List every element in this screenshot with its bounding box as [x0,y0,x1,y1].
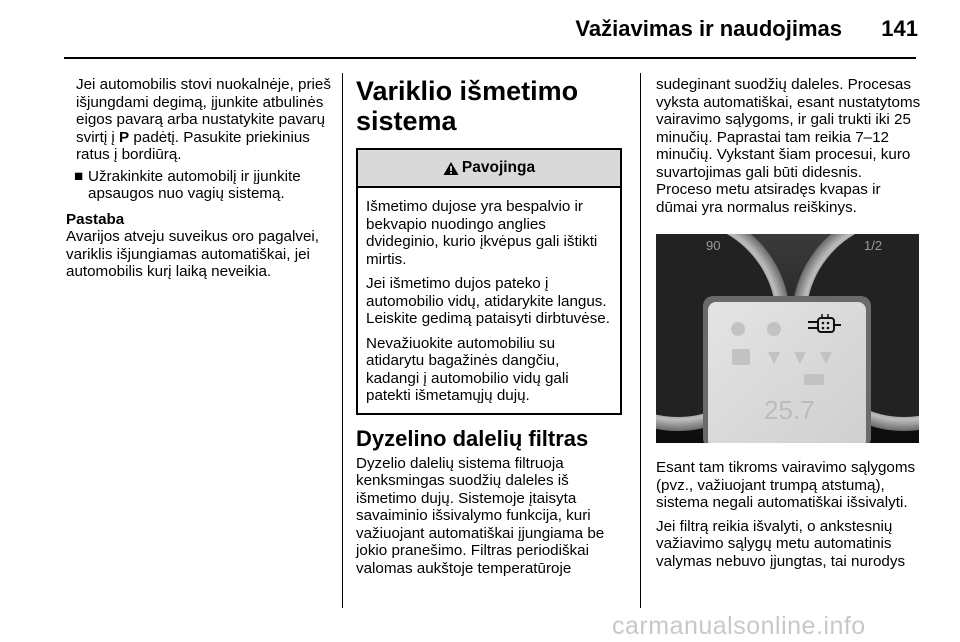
continuation-paragraph [66,76,338,164]
bullet-square-icon: ■ [74,167,84,185]
display-reading: 25.7 [764,395,815,425]
gauge-left-label: 90 [706,238,721,253]
note-text: Avarijos atveju suveikus oro pagalvei, variklis išjungiamas automatiškai, jei automobilis kurį laiką neveikia. [66,228,319,280]
warning-title: Pavojinga [461,159,536,177]
bullet-text: Užrakinkite automobilį ir įjunkite apsaugos nuo vagių sistemą. [88,167,301,202]
bullet-item [66,168,338,203]
warning-paragraph: Nevažiuokite automobiliu su atidarytu bagažinės dangčiu, kadangi į automobilio vidų gali patekti išmetamųjų dujų. [366,334,569,404]
watermark: carmanualsonline.info [612,612,866,640]
dpf-paragraph-2: Esant tam tikroms vairavimo sąlygoms (pvz., važiuojant trumpą atstumą), sistema negali automatiškai išsivalyti. [656,459,916,511]
note-title: Pastaba [66,210,125,228]
section-heading [356,76,626,136]
dpf-continuation-text: sudeginant suodžių daleles. Procesas vyksta automatiškai, esant nustatytoms vairavimo sąlygoms, ir gali trukti iki 25 minučių. Paprastai tam reikia 7–12 minučių. Vykstant šiam procesui, kuro suvartojimas gali būti didesnis. Proceso metu atsiradęs kvapas ir dūmai yra normalus reiškinys. [656,76,921,216]
warning-box [356,148,622,415]
continuation-text: Jei automobilis stovi nuokalnėje, prieš išjungdami degimą, įjunkite atbulinės eigos pavarą arba nustatykite pavarų svirtį į [76,76,331,146]
instrument-cluster-photo [656,234,919,443]
gear-letter: P [119,128,130,146]
section-heading-line1: Variklio išmetimo [356,76,579,106]
column-1 [66,76,338,281]
subsection-heading: Dyzelino dalelių filtras [356,425,589,451]
warning-paragraph: Išmetimo dujose yra bespalvio ir bekvapio nuodingo anglies dvideginio, kurio įkvėpus gali ištikti mirtis. [366,198,598,268]
running-header-title: Važiavimas ir naudojimas [575,16,842,41]
column-divider-right [640,73,641,608]
column-2 [356,76,626,577]
warning-paragraph: Jei išmetimo dujos pateko į automobilio vidų, atidarykite langus. Leiskite gedimą pataisyti dirbtuvėse. [366,275,610,327]
dpf-paragraph-3: Jei filtrą reikia išvalyti, o ankstesnių važiavimo sąlygų metu automatinis valymas nebuvo įjungtas, tai nurodys [656,517,906,570]
warning-triangle-icon [443,161,459,176]
column-3 [656,76,921,570]
section-heading-line2: sistema [356,106,457,136]
gauge-right-label: 1/2 [864,238,883,253]
column-divider-left [342,73,343,608]
dpf-body-text: Dyzelio dalelių sistema filtruoja kenksmingas suodžių daleles iš išmetimo dujų. Sistemoje įtaisyta savaiminio išsivalymo funkcija, kuri važiuojant automatiškai įjungiama be jokio pranešimo. Filtras periodiškai valomas aukštoje temperatūroje [356,454,605,577]
page-number: 141 [881,16,918,41]
warning-body [358,188,620,413]
header-rule [64,57,916,59]
warning-header [358,150,620,188]
continuation-end-text: padėtį. Pasukite priekinius ratus į bordiūrą. [76,128,310,163]
